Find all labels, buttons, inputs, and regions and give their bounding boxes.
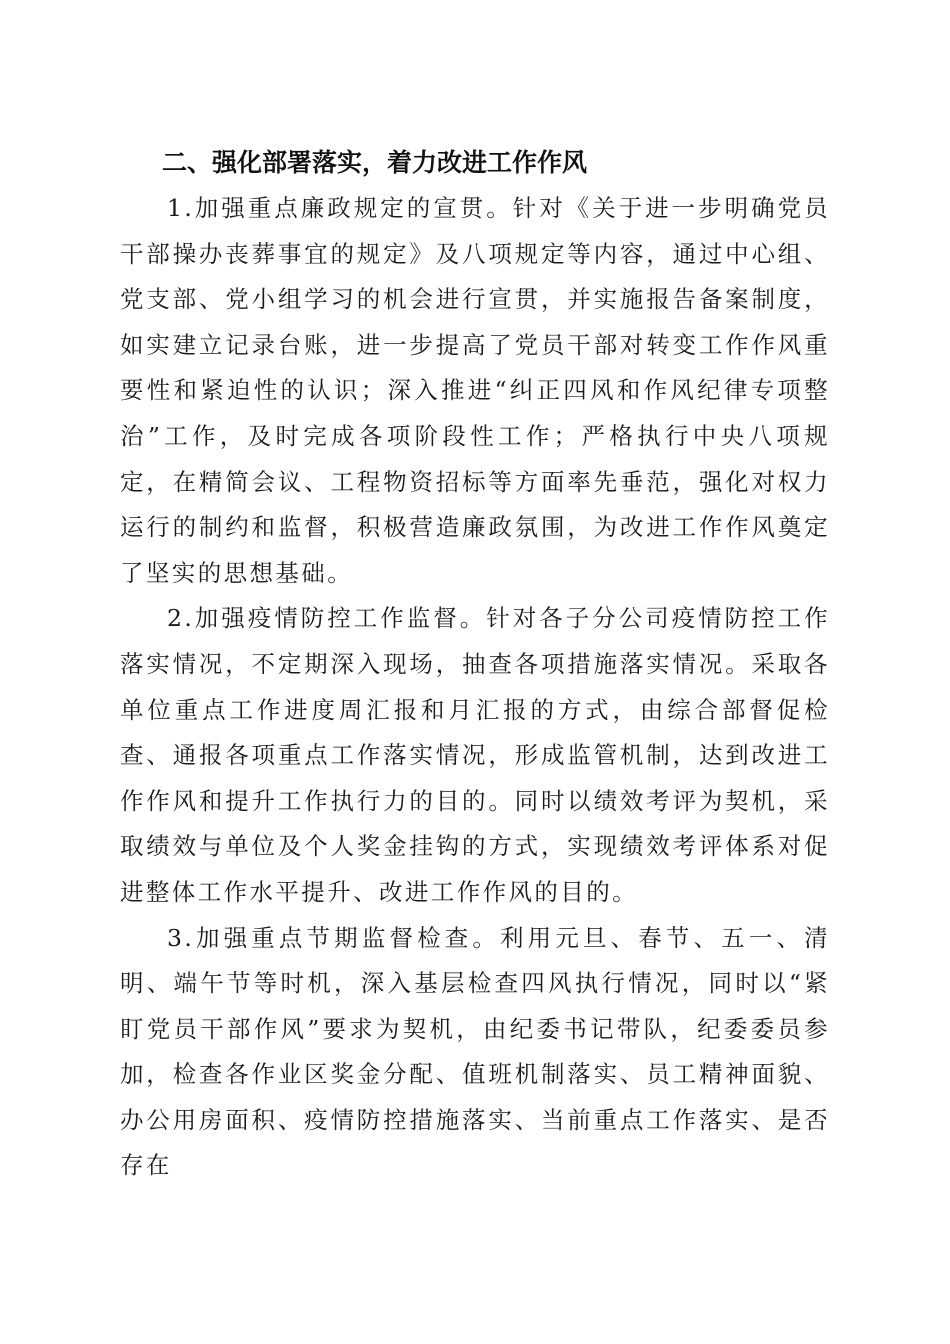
document-page — [120, 140, 830, 1189]
paragraph-1: 1.加强重点廉政规定的宣贯。针对《关于进一步明确党员干部操办丧葬事宜的规定》及八项规定等内容，通过中心组、党支部、党小组学习的机会进行宣贯，并实施报告备案制度，如实建立记录台账，进一步提高了党员干部对转变工作作风重要性和紧迫性的认识；深入推进“纠正四风和作风纪律专项整治”工作，及时完成各项阶段性工作；严格执行中央八项规定，在精简会议、工程物资招标等方面率先垂范，强化对权力运行的制约和监督，积极营造廉政氛围，为改进工作作风奠定了坚实的思想基础。 — [120, 194, 830, 587]
section-heading: 二、强化部署落实，着力改进工作作风 — [162, 148, 588, 177]
paragraph-2: 2.加强疫情防控工作监督。针对各子分公司疫情防控工作落实情况，不定期深入现场，抽查各项措施落实情况。采取各单位重点工作进度周汇报和月汇报的方式，由综合部督促检查、通报各项重点工作落实情况，形成监管机制，达到改进工作作风和提升工作执行力的目的。同时以绩效考评为契机，采取绩效与单位及个人奖金挂钩的方式，实现绩效考评体系对促进整体工作水平提升、改进工作作风的目的。 — [120, 604, 830, 906]
paragraph-3: 3.加强重点节期监督检查。利用元旦、春节、五一、清明、端午节等时机，深入基层检查四风执行情况，同时以“紧盯党员干部作风”要求为契机，由纪委书记带队，纪委委员参加，检查各作业区奖金分配、值班机制落实、员工精神面貌、办公用房面积、疫情防控措施落实、当前重点工作落实、是否存在 — [120, 923, 830, 1180]
